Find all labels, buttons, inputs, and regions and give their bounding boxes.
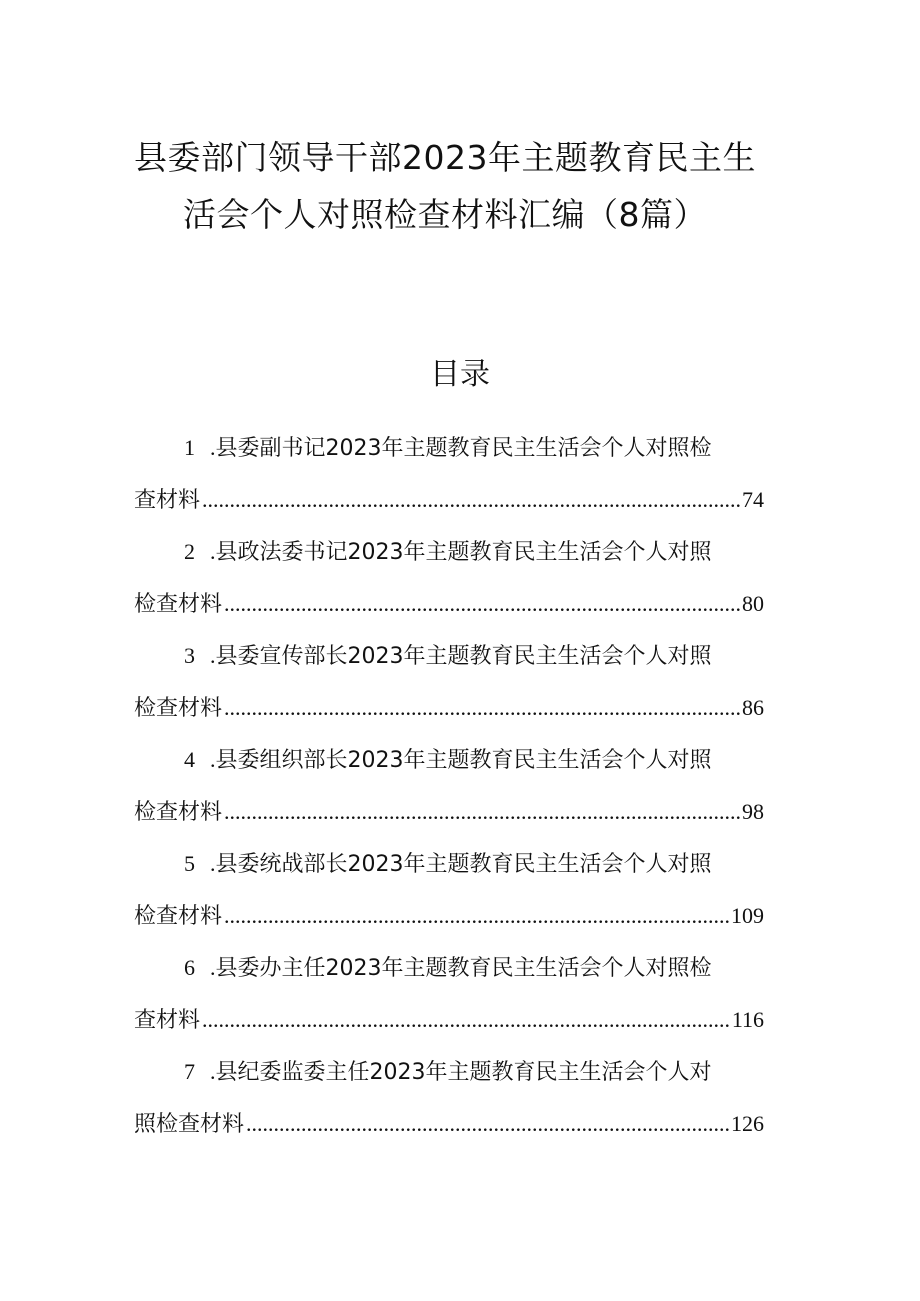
toc-dot-leader (246, 1098, 729, 1150)
toc-entry-title: 县委宣传部长2023年主题教育民主生活会个人对照 (215, 644, 712, 669)
toc-entry-title: 县委办主任2023年主题教育民主生活会个人对照检 (215, 956, 712, 981)
toc-page-number: 116 (731, 1007, 764, 1032)
toc-entry-title: 县委组织部长2023年主题教育民主生活会个人对照 (215, 748, 712, 773)
toc-page-number: 126 (731, 1111, 764, 1136)
toc-entry[interactable] (134, 734, 764, 838)
toc-page-number: 74 (742, 487, 764, 512)
toc-entry[interactable] (134, 630, 764, 734)
toc-entry-title-continued: 查材料 (134, 1008, 201, 1033)
document-title-line-2: 活会个人对照检查材料汇编（8篇） (183, 195, 707, 234)
toc-entry-separator: . (210, 851, 216, 876)
toc-entry-title: 县委副书记2023年主题教育民主生活会个人对照检 (215, 436, 712, 461)
toc-entry-separator: . (210, 435, 216, 460)
toc-entry-number: 3 (184, 643, 195, 668)
toc-entry-number: 1 (184, 435, 195, 460)
toc-dot-leader (224, 578, 740, 630)
toc-entry-separator: . (210, 539, 216, 564)
toc-entry-title-continued: 检查材料 (134, 696, 223, 721)
toc-entry-title-continued: 检查材料 (134, 800, 223, 825)
toc-heading: 目录 (430, 357, 490, 392)
toc-dot-leader (224, 890, 729, 942)
document-title-line-1: 县委部门领导干部2023年主题教育民主生 (134, 138, 756, 177)
toc-entry[interactable] (134, 838, 764, 942)
toc-dot-leader (224, 682, 740, 734)
toc-entry-title-continued: 照检查材料 (134, 1112, 245, 1137)
toc-page-number: 109 (731, 903, 764, 928)
toc-entry-title: 县纪委监委主任2023年主题教育民主生活会个人对 (215, 1060, 712, 1085)
toc-entry-title: 县委统战部长2023年主题教育民主生活会个人对照 (215, 852, 712, 877)
toc-entry-title-continued: 查材料 (134, 488, 201, 513)
table-of-contents (134, 422, 764, 1150)
toc-entry[interactable] (134, 1046, 764, 1150)
toc-entry[interactable] (134, 526, 764, 630)
toc-page-number: 80 (742, 591, 764, 616)
toc-entry[interactable] (134, 422, 764, 526)
toc-page-number: 86 (742, 695, 764, 720)
toc-dot-leader (224, 786, 740, 838)
toc-entry-number: 5 (184, 851, 195, 876)
toc-entry-separator: . (210, 643, 216, 668)
toc-entry-separator: . (210, 747, 216, 772)
toc-entry-title-continued: 检查材料 (134, 592, 223, 617)
toc-entry-title-continued: 检查材料 (134, 904, 223, 929)
toc-entry-number: 4 (184, 747, 195, 772)
toc-dot-leader (202, 474, 740, 526)
toc-entry-title: 县政法委书记2023年主题教育民主生活会个人对照 (215, 540, 712, 565)
toc-entry-separator: . (210, 1059, 216, 1084)
toc-entry-number: 6 (184, 955, 195, 980)
toc-page-number: 98 (742, 799, 764, 824)
toc-entry-number: 2 (184, 539, 195, 564)
toc-entry-number: 7 (184, 1059, 195, 1084)
toc-dot-leader (202, 994, 730, 1046)
toc-entry[interactable] (134, 942, 764, 1046)
toc-entry-separator: . (210, 955, 216, 980)
